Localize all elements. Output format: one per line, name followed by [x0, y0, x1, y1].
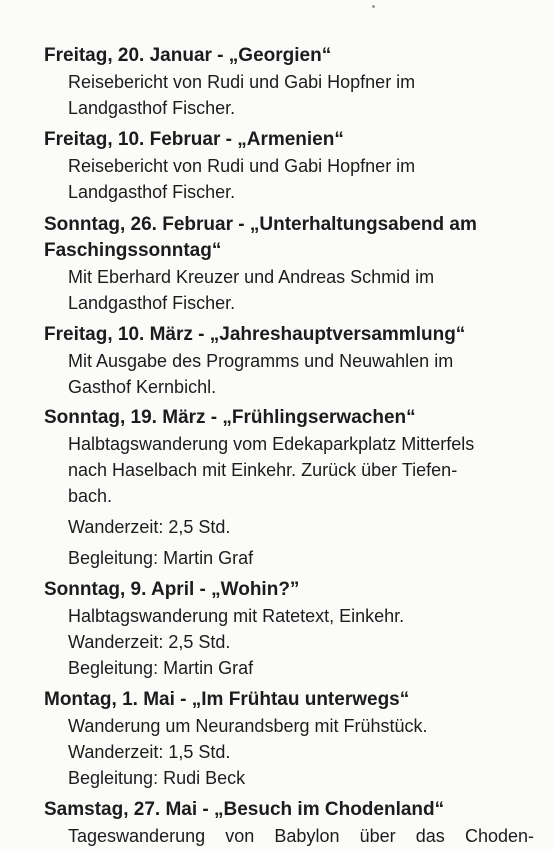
event-program-page [44, 43, 534, 849]
event-heading: Freitag, 20. Januar - „Georgien“ [44, 45, 332, 66]
event-description-line: bach. [68, 486, 113, 506]
event-heading: Sonntag, 19. März - „Frühlingserwachen“ [44, 407, 416, 428]
event-description-line: Landgasthof Fischer. [68, 182, 236, 202]
event-heading: Freitag, 10. Februar - „Armenien“ [44, 129, 344, 150]
event-description-line: Landgasthof Fischer. [68, 293, 236, 313]
scan-speck [372, 5, 375, 8]
event-besuch-im-chodenland [44, 797, 534, 849]
event-body [44, 348, 534, 400]
event-georgien [44, 43, 534, 121]
event-description-line: Reisebericht von Rudi und Gabi Hopfner im [68, 156, 416, 176]
event-heading: Freitag, 10. März - „Jahreshauptversammlung“ [44, 324, 466, 345]
event-description-line: Mit Eberhard Kreuzer und Andreas Schmid im [68, 267, 435, 287]
event-body [44, 153, 534, 205]
event-guide: Begleitung: Martin Graf [68, 658, 254, 678]
event-heading-line: Sonntag, 26. Februar - „Unterhaltungsabend am [44, 214, 477, 235]
event-duration: Wanderzeit: 2,5 Std. [68, 517, 231, 537]
event-duration: Wanderzeit: 1,5 Std. [68, 742, 231, 762]
event-description-line: Mit Ausgabe des Programms und Neuwahlen im [68, 351, 454, 371]
event-heading: Montag, 1. Mai - „Im Frühtau unterwegs“ [44, 689, 410, 710]
event-guide: Begleitung: Rudi Beck [68, 768, 246, 788]
event-body [44, 823, 534, 849]
event-description-line: Halbtagswanderung mit Ratetext, Einkehr. [68, 606, 405, 626]
event-body [44, 603, 534, 681]
event-armenien [44, 127, 534, 205]
event-description-line: nach Haselbach mit Einkehr. Zurück über Tiefen- [68, 460, 458, 480]
event-duration: Wanderzeit: 2,5 Std. [68, 632, 231, 652]
event-heading: Sonntag, 9. April - „Wohin?” [44, 579, 300, 600]
event-description-line: Reisebericht von Rudi und Gabi Hopfner im [68, 72, 416, 92]
event-wohin [44, 577, 534, 681]
event-description-line: Landgasthof Fischer. [68, 98, 236, 118]
event-description-line: Tageswanderung von Babylon über das Choden- [68, 826, 534, 846]
event-heading-line: Faschingssonntag“ [44, 240, 222, 261]
event-jahreshauptversammlung [44, 322, 534, 400]
event-body [44, 713, 534, 791]
event-im-fruehtau-unterwegs [44, 687, 534, 791]
event-fruehlingserwachen [44, 405, 534, 571]
event-description-line: Halbtagswanderung vom Edekaparkplatz Mitterfels [68, 434, 475, 454]
event-body [44, 431, 534, 571]
event-body [44, 69, 534, 121]
event-guide: Begleitung: Martin Graf [68, 548, 254, 568]
event-unterhaltungsabend [44, 212, 534, 316]
event-description-line: Wanderung um Neurandsberg mit Frühstück. [68, 716, 428, 736]
event-heading: Samstag, 27. Mai - „Besuch im Chodenland“ [44, 799, 445, 820]
event-body [44, 264, 534, 316]
event-description-line: Gasthof Kernbichl. [68, 377, 217, 397]
